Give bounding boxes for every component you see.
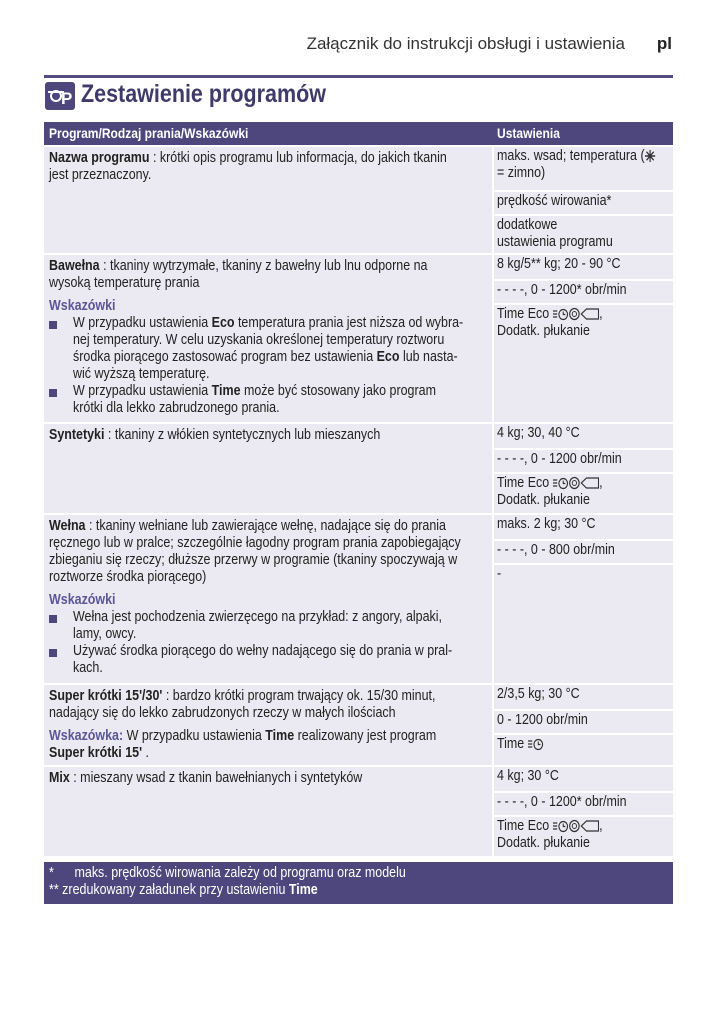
- program-description: Nazwa programu : krótki opis programu lub informacja, do jakich tkanin jest przeznaczony.: [49, 150, 447, 183]
- rinse-icon: [580, 819, 599, 833]
- table-row-bawelna: [44, 255, 673, 422]
- hint-item: Używać środka piorącego do wełny nadającego się do prania w pral- kach.: [49, 643, 487, 677]
- settings-extra-options: Time Eco , Dodatk. płukanie: [492, 815, 673, 856]
- settings-load-temperature: maks. wsad; temperatura ( = zimno): [492, 147, 673, 190]
- table-row-super-krotki: [44, 685, 673, 765]
- header-text: Załącznik do instrukcji obsługi i ustawienia: [306, 34, 625, 53]
- time-icon: [553, 307, 568, 321]
- stain-icon: [568, 307, 580, 321]
- rinse-icon: [580, 307, 599, 321]
- program-description: Mix : mieszany wsad z tkanin bawełnianych i syntetyków: [49, 770, 363, 786]
- rinse-icon: [580, 476, 599, 490]
- time-icon: [553, 476, 568, 490]
- hint-item: W przypadku ustawienia Eco temperatura prania jest niższa od wybra- nej temperatury. W celu uzyskania określonej temperatury roztworu środka piorącego zastosować program bez ustawienia Eco lub nasta- wić wyższą temperaturę.: [49, 315, 487, 383]
- page-title: Zestawienie programów: [81, 80, 326, 108]
- stain-icon: [568, 476, 580, 490]
- settings-load-temperature: 2/3,5 kg; 30 °C: [492, 685, 673, 709]
- language-code: pl: [656, 34, 672, 53]
- settings-extra-options: Time Eco , Dodatk. płukanie: [492, 472, 673, 513]
- svg-text:P: P: [61, 89, 73, 108]
- time-icon: [553, 819, 568, 833]
- program-overview-icon: [45, 82, 75, 110]
- hint-heading: Wskazówka:: [49, 728, 124, 744]
- column-header-program: Program/Rodzaj prania/Wskazówki: [49, 125, 249, 141]
- table-row-legend: [44, 147, 673, 253]
- program-description: Super krótki 15'/30' : bardzo krótki program trwający ok. 15/30 minut, nadający się do lekko zabrudzonych rzeczy w małych ilościach Wskazówka: W przypadku ustawienia Time realizowany jest program Super krótki 15' .: [49, 688, 437, 761]
- table-row-syntetyki: [44, 424, 673, 513]
- hint-heading: Wskazówki: [49, 592, 116, 608]
- program-description: Bawełna : tkaniny wytrzymałe, tkaniny z bawełny lub lnu odporne na wysoką temperaturę prania Wskazówki W przypadku ustawienia Eco temperatura prania jest niższa od wybra- nej temperatury. W celu uzyskania określonej temperatury roztworu środka piorącego zastosować program bez ustawienia Eco lub nasta- wić wyższą temperaturę. W przypadku ustawienia Time może być stosowany jako program krótki dla lekko zabrudzonego prania.: [44, 255, 492, 420]
- settings-spin-speed: 0 - 1200 obr/min: [492, 709, 673, 733]
- settings-load-temperature: 4 kg; 30 °C: [492, 767, 673, 791]
- settings-spin-speed: - - - -, 0 - 800 obr/min: [492, 539, 673, 563]
- hint-heading: Wskazówki: [49, 298, 116, 314]
- snowflake-icon: [645, 150, 655, 162]
- column-header-settings: Ustawienia: [497, 125, 560, 141]
- settings-spin-speed: - - - -, 0 - 1200 obr/min: [492, 448, 673, 472]
- settings-load-temperature: 4 kg; 30, 40 °C: [492, 424, 673, 448]
- settings-extra-options: Time: [492, 733, 673, 765]
- table-row-mix: [44, 767, 673, 856]
- settings-load-temperature: maks. 2 kg; 30 °C: [492, 515, 673, 539]
- program-table: [44, 122, 673, 856]
- stain-icon: [568, 819, 580, 833]
- hint-item: Wełna jest pochodzenia zwierzęcego na przykład: z angory, alpaki, lamy, owcy.: [49, 609, 487, 643]
- settings-extra-options: -: [492, 563, 673, 683]
- page-header: [0, 34, 722, 58]
- table-row-welna: [44, 515, 673, 683]
- hint-item: W przypadku ustawienia Time może być stosowany jako program krótki dla lekko zabrudzonego prania.: [49, 383, 487, 417]
- footnotes: [44, 862, 673, 904]
- settings-extra-options: Time Eco , Dodatk. płukanie: [492, 303, 673, 422]
- program-description: Wełna : tkaniny wełniane lub zawierające wełnę, nadające się do prania ręcznego lub w pralce; szczególnie łagodny program prania zapobiegający zbieganiu się rzeczy; dłuższe przerwy w programie (tkaniny spoczywają w roztworze środka piorącego) Wskazówki Wełna jest pochodzenia zwierzęcego na przykład: z angory, alpaki, lamy, owcy. Używać środka piorącego do wełny nadającego się do prania w pral- kach.: [44, 515, 492, 680]
- time-icon: [528, 737, 543, 751]
- title-rule: [44, 75, 673, 78]
- footnote-1: * maks. prędkość wirowania zależy od programu oraz modelu: [49, 865, 406, 881]
- settings-spin-speed: - - - -, 0 - 1200* obr/min: [492, 791, 673, 815]
- footnote-2: ** zredukowany załadunek przy ustawieniu Time: [49, 882, 318, 898]
- settings-extra-options: dodatkowe ustawienia programu: [492, 214, 673, 253]
- program-description: Syntetyki : tkaniny z włókien syntetycznych lub mieszanych: [49, 427, 381, 443]
- settings-spin-speed: - - - -, 0 - 1200* obr/min: [492, 279, 673, 303]
- settings-load-temperature: 8 kg/5** kg; 20 - 90 °C: [492, 255, 673, 279]
- table-header: [44, 122, 673, 145]
- settings-spin-speed: prędkość wirowania*: [492, 190, 673, 214]
